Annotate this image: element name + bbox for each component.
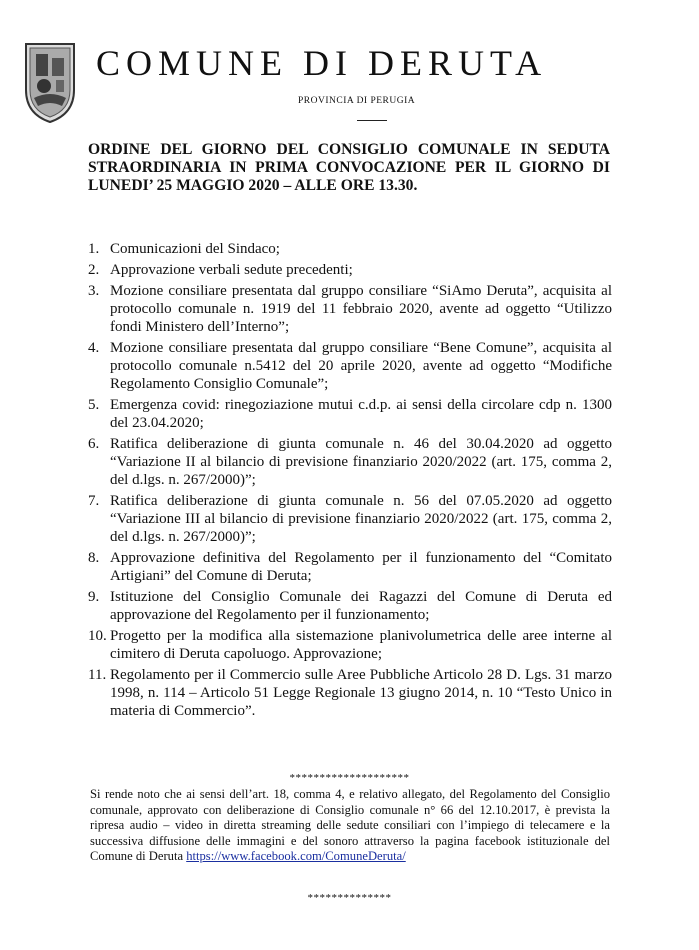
agenda-heading: ORDINE DEL GIORNO DEL CONSIGLIO COMUNALE IN SEDUTA STRAORDINARIA IN PRIMA CONVOCAZIONE PER IL GIORNO DI LUNEDI’ 25 MAGGIO 2020 – ALLE ORE 13.30. [88,141,610,194]
agenda-item: 7. Ratifica deliberazione di giunta comunale n. 56 del 07.05.2020 ad oggetto “Variazione III al bilancio di previsione finanziario 2020/2022 (art. 175, comma 2, del d.lgs. n. 267/2000)”; [88,493,612,545]
page-title: COMUNE DI DERUTA [96,43,548,83]
agenda-item: 5. Emergenza covid: rinegoziazione mutui c.d.p. ai sensi della circolare cdp n. 1300 del 23.04.2020; [88,397,612,431]
title-divider [357,120,387,121]
agenda-list [88,240,612,723]
agenda-item: 2. Approvazione verbali sedute precedenti; [88,262,353,278]
separator-stars-bottom: ************** [307,892,392,904]
agenda-item: 10. Progetto per la modifica alla sistemazione planivolumetrica delle aree interne al cimitero di Deruta capoluogo. Approvazione; [88,628,612,662]
coat-of-arms-logo [22,40,78,124]
separator-stars-top: ******************** [289,772,410,784]
notice-text: Si rende noto che ai sensi dell’art. 18, comma 4, e relativo allegato, del Regolamento del Consiglio comunale, approvato con deliberazione di Consiglio comunale n° 66 del 12.10.2017, è prevista la ripresa audio – video in diretta streaming delle sedute consiliari con l’impiego di telecamere e la successiva diffusione delle immagini e del sonoro attraverso la pagina facebook istituzionale del Comune di Deruta [90,787,610,864]
agenda-item: 8. Approvazione definitiva del Regolamento per il funzionamento del “Comitato Artigiani” del Comune di Deruta; [88,550,612,584]
facebook-link[interactable]: https://www.facebook.com/ComuneDeruta/ [186,849,406,864]
agenda-item: 3. Mozione consiliare presentata dal gruppo consiliare “SiAmo Deruta”, acquisita al protocollo comunale n. 1919 del 11 febbraio 2020, avente ad oggetto “Utilizzo fondi Ministero dell’Interno”; [88,283,612,335]
agenda-item: 11. Regolamento per il Commercio sulle Aree Pubbliche Articolo 28 D. Lgs. 31 marzo 1998, n. 114 – Articolo 51 Legge Regionale 13 giugno 2014, n. 10 “Testo Unico in materia di Commercio”. [88,667,612,719]
agenda-item: 1. Comunicazioni del Sindaco; [88,241,280,257]
agenda-item: 9. Istituzione del Consiglio Comunale dei Ragazzi del Comune di Deruta ed approvazione del Regolamento per il funzionamento; [88,589,612,623]
agenda-item: 4. Mozione consiliare presentata dal gruppo consiliare “Bene Comune”, acquisita al protocollo comunale n.5412 del 20 aprile 2020, avente ad oggetto “Modifiche Regolamento Consiglio Comunale”; [88,340,612,392]
streaming-notice [90,787,610,865]
agenda-item: 6. Ratifica deliberazione di giunta comunale n. 46 del 30.04.2020 ad oggetto “Variazione II al bilancio di previsione finanziario 2020/2022 (art. 175, comma 2, del d.lgs. n. 267/2000)”; [88,436,612,488]
province-subtitle: PROVINCIA DI PERUGIA [298,96,416,106]
